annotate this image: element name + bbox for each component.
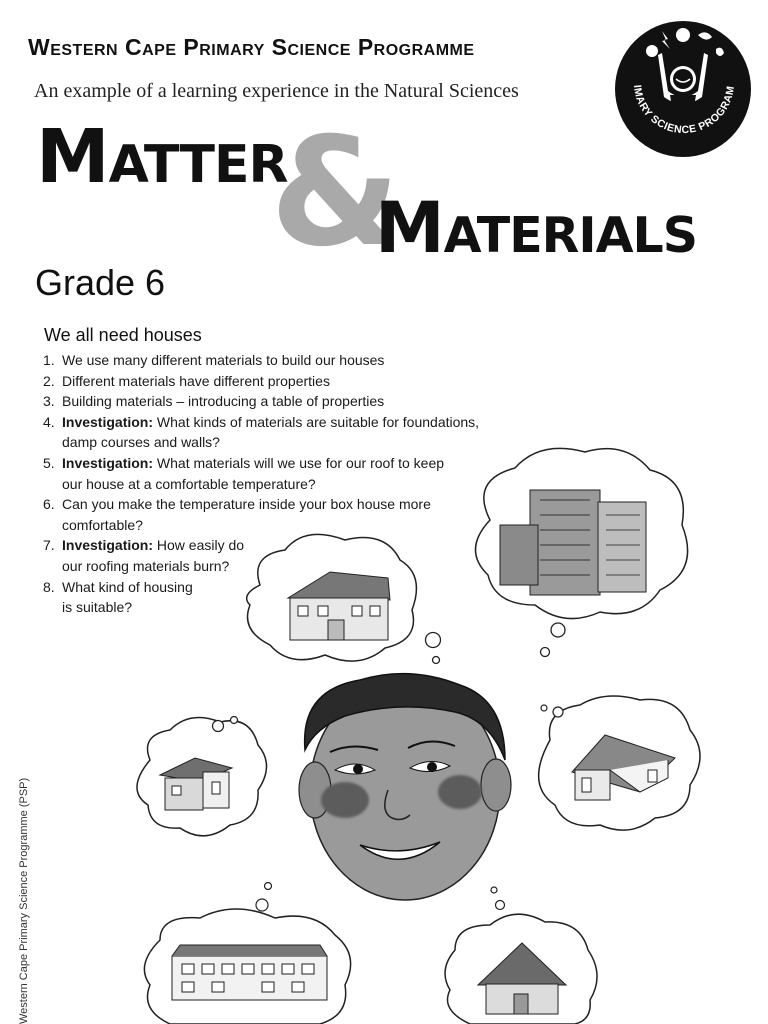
list-item: 1. We use many different materials to build our houses: [43, 352, 385, 368]
list-item: 2. Different materials have different properties: [43, 372, 330, 389]
title-materials: Materials: [375, 187, 698, 269]
child-face: [299, 674, 511, 900]
list-item: 6. Can you make the temperature inside your box house more comfortable?: [43, 496, 431, 533]
list-item: 7. Investigation: How easily do our roofing materials burn?: [43, 537, 245, 574]
thought-cloud-two-storey-house: [247, 534, 417, 661]
psp-logo: [612, 13, 754, 161]
thought-cloud-long-building: [144, 909, 350, 1024]
school-building-icon: [172, 945, 327, 1000]
svg-text:PRIMARY SCIENCE PROGRAMME: IMARY SCIENCE PROGRAM: [631, 84, 738, 137]
section-heading: We all need houses: [44, 325, 202, 345]
thought-cloud-round-hut: [445, 914, 597, 1024]
thought-cloud-cottage: [539, 696, 700, 830]
page-subtitle: An example of a learning experience in the Natural Sciences: [34, 80, 519, 102]
psp-logo-icon: [612, 13, 754, 161]
grade-label: Grade 6: [35, 262, 166, 303]
title-matter: Matter: [36, 114, 288, 200]
thought-cloud-apartments: [475, 448, 687, 618]
list-item: 8. What kind of housing is suitable?: [43, 578, 193, 616]
title-ampersand: &: [270, 106, 401, 280]
thought-cloud-small-house: [137, 718, 267, 836]
list-item: 4. Investigation: What kinds of materials are suitable for foundations, damp courses and walls?: [43, 413, 480, 451]
list-item: 3. Building materials – introducing a table of properties: [43, 393, 385, 410]
programme-title: Western Cape Primary Science Programme: [28, 34, 475, 60]
houses-illustration: [0, 440, 768, 1024]
side-credit: Western Cape Primary Science Programme (PSP): [18, 777, 30, 1024]
list-item: 5. Investigation: What materials will we use for our roof to keep our house at a comfortable temperature?: [43, 454, 445, 492]
